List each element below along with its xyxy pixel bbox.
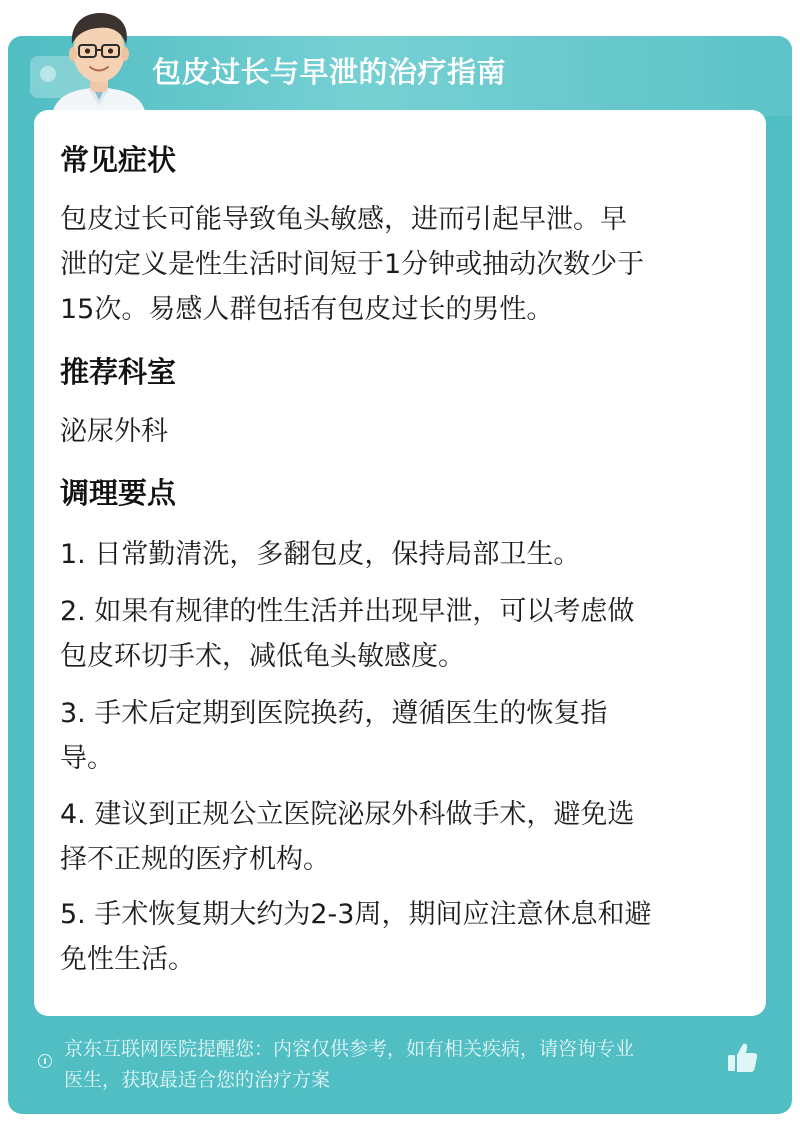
disclaimer-line: 医生，获取最适合您的治疗方案 <box>64 1069 331 1091</box>
text-line: 包皮过长可能导致龟头敏感，进而引起早泄。早 <box>60 204 627 235</box>
text-line: 3. 手术后定期到医院换药，遵循医生的恢复指 <box>60 698 608 729</box>
text-line: 2. 如果有规律的性生活并出现早泄，可以考虑做 <box>60 596 635 627</box>
thumbs-up-icon[interactable] <box>724 1040 760 1076</box>
doctor-avatar-icon <box>44 4 154 116</box>
section-heading-care-tips: 调理要点 <box>60 476 177 510</box>
symptoms-text <box>60 197 740 332</box>
text-line: 15次。易感人群包括有包皮过长的男性。 <box>60 294 554 325</box>
text-line: 4. 建议到正规公立医院泌尿外科做手术，避免选 <box>60 799 635 830</box>
text-line: 5. 手术恢复期大约为2-3周，期间应注意休息和避 <box>60 899 652 930</box>
care-tip-item <box>60 532 740 577</box>
text-line: 包皮环切手术，减低龟头敏感度。 <box>60 641 465 672</box>
text-line: 1. 日常勤清洗，多翻包皮，保持局部卫生。 <box>60 539 581 570</box>
care-tip-item <box>60 691 740 781</box>
care-tip-item <box>60 792 740 882</box>
text-line: 择不正规的医疗机构。 <box>60 844 330 875</box>
section-heading-symptoms: 常见症状 <box>60 143 177 177</box>
text-line: 泄的定义是性生活时间短于1分钟或抽动次数少于 <box>60 249 645 280</box>
disclaimer-line: 京东互联网医院提醒您：内容仅供参考，如有相关疾病，请咨询专业 <box>64 1038 635 1060</box>
page-title: 包皮过长与早泄的治疗指南 <box>152 55 507 89</box>
info-icon <box>38 1054 52 1068</box>
text-line: 泌尿外科 <box>60 416 168 447</box>
disclaimer <box>64 1034 728 1096</box>
section-heading-department: 推荐科室 <box>60 355 177 389</box>
care-tip-item <box>60 589 740 679</box>
text-line: 免性生活。 <box>60 944 195 975</box>
care-tip-item <box>60 892 740 982</box>
text-line: 导。 <box>60 743 114 774</box>
department-text <box>60 409 740 454</box>
